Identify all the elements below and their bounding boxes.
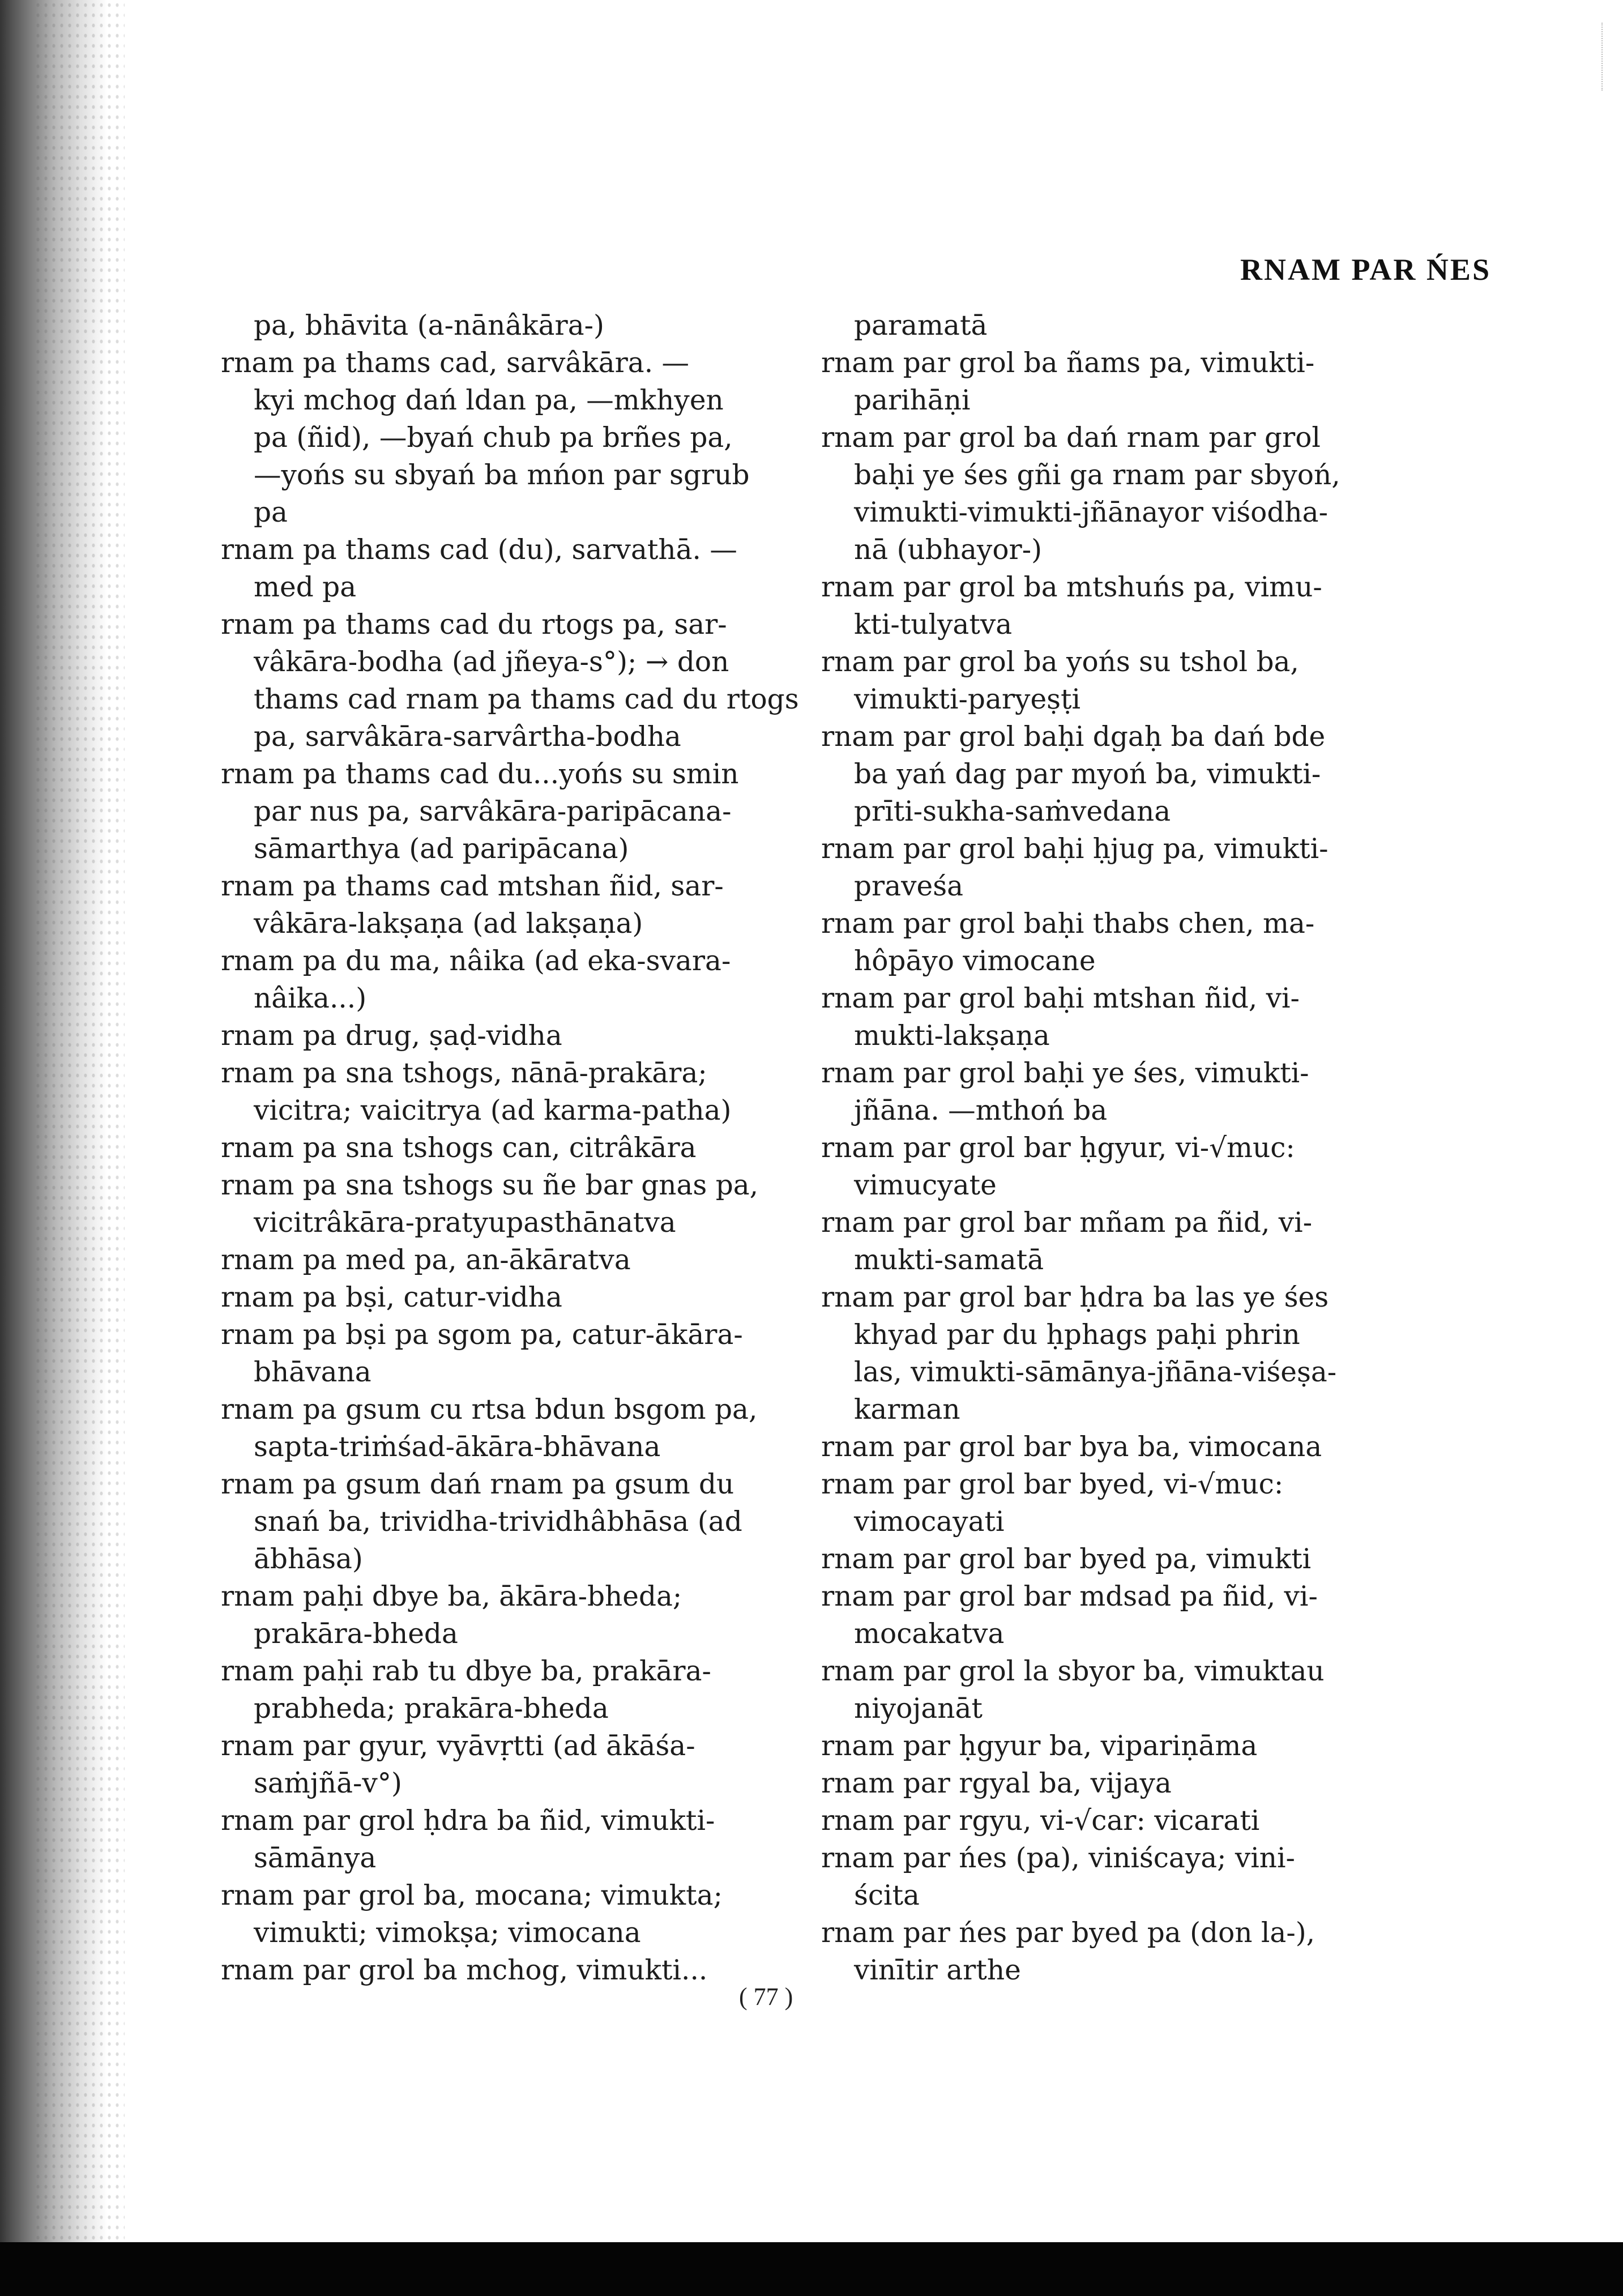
dictionary-entry	[221, 307, 764, 344]
entry-continuation: par nus pa, sarvâkāra-paripācana-	[254, 796, 732, 827]
entry-continuation: vimucyate	[854, 1170, 997, 1201]
dictionary-entry	[221, 942, 764, 1017]
entry-headline: rnam par grol ba ñams pa, vimukti-	[821, 347, 1315, 379]
entry-continuation: pa (ñid), —byań chub pa brñes pa,	[254, 422, 733, 454]
entry-headline: rnam par grol baḥi thabs chen, ma-	[821, 908, 1315, 940]
dictionary-entry	[821, 718, 1387, 830]
entry-headline: pa, bhāvita (a-nānâkāra-)	[254, 310, 604, 342]
dictionary-entry	[821, 1653, 1387, 1727]
binding-texture	[34, 0, 125, 2296]
entry-headline: rnam pa thams cad, sarvâkāra. —	[221, 347, 690, 379]
entry-continuation: khyad par du ḥphags paḥi phrin	[854, 1319, 1300, 1351]
dictionary-entry	[221, 1578, 764, 1653]
entry-continuation: vicitra; vaicitrya (ad karma-patha)	[254, 1095, 732, 1126]
dictionary-entry	[821, 1129, 1387, 1204]
entry-headline: rnam par ńes par byed pa (don la-),	[821, 1917, 1316, 1949]
entry-headline: rnam par grol baḥi mtshan ñid, vi-	[821, 983, 1300, 1014]
entry-continuation: med pa	[254, 571, 357, 603]
entry-continuation: ba yań dag par myoń ba, vimukti-	[854, 758, 1321, 790]
dictionary-entry	[221, 1952, 764, 1989]
entry-headline: rnam pa sna tshogs su ñe bar gnas pa,	[221, 1170, 759, 1201]
entry-headline: rnam pa drug, ṣaḍ-vidha	[221, 1020, 562, 1052]
entry-continuation: parihāṇi	[854, 385, 971, 416]
dictionary-entry	[221, 344, 764, 531]
entry-continuation: bhāvana	[254, 1356, 371, 1388]
dictionary-entry	[821, 643, 1387, 718]
entry-headline: rnam pa gsum cu rtsa bdun bsgom pa,	[221, 1394, 758, 1426]
entry-continuation: nā (ubhayor-)	[854, 534, 1043, 566]
entry-headline: rnam par grol bar bya ba, vimocana	[821, 1431, 1322, 1463]
entry-headline: rnam par grol ba mchog, vimukti...	[221, 1954, 708, 1986]
entry-continuation: vimocayati	[854, 1506, 1005, 1538]
entry-continuation: saṁjñā-v°)	[254, 1768, 402, 1799]
entry-headline: rnam pa du ma, nâika (ad eka-svara-	[221, 945, 731, 977]
entry-headline: rnam par grol ba mtshuńs pa, vimu-	[821, 571, 1322, 603]
entry-headline: rnam par grol la sbyor ba, vimuktau	[821, 1655, 1325, 1687]
entry-headline: rnam pa thams cad mtshan ñid, sar-	[221, 870, 724, 902]
entry-continuation: prīti-sukha-saṁvedana	[854, 796, 1171, 827]
dictionary-entry	[221, 1466, 764, 1578]
entry-continuation: —yońs su sbyań ba mńon par sgrub	[254, 459, 750, 491]
left-column	[221, 307, 799, 1989]
entry-continuation: pa, sarvâkāra-sarvârtha-bodha	[254, 721, 681, 753]
dictionary-entry	[821, 905, 1387, 980]
entry-continuation: snań ba, trividha-trividhâbhāsa (ad	[254, 1506, 742, 1538]
dictionary-entry	[821, 1055, 1387, 1129]
dictionary-entry	[221, 1877, 764, 1952]
entry-continuation: sāmarthya (ad paripācana)	[254, 833, 629, 865]
dictionary-entry	[821, 1765, 1387, 1802]
dictionary-entry	[221, 868, 764, 942]
entry-headline: rnam pa med pa, an-ākāratva	[221, 1244, 631, 1276]
dictionary-entry	[821, 1540, 1387, 1578]
entry-continuation: vâkāra-lakṣaṇa (ad lakṣaṇa)	[254, 908, 643, 940]
entry-continuation: vimukti; vimokṣa; vimocana	[254, 1917, 641, 1949]
dictionary-entry	[821, 344, 1387, 419]
dictionary-entry	[821, 1466, 1387, 1540]
entry-headline: rnam par gyur, vyāvṛtti (ad ākāśa-	[221, 1730, 695, 1762]
entry-headline: rnam pa gsum dań rnam pa gsum du	[221, 1469, 734, 1500]
right-column	[821, 307, 1387, 1989]
entry-headline: rnam par grol ba dań rnam par grol	[821, 422, 1321, 454]
entry-continuation: vicitrâkāra-pratyupasthānatva	[254, 1207, 676, 1239]
dictionary-entry	[221, 1167, 764, 1241]
page-number: ( 77 )	[739, 1983, 793, 2011]
entry-continuation: ābhāsa)	[254, 1543, 363, 1575]
entry-headline: rnam pa thams cad du...yońs su smin	[221, 758, 739, 790]
entry-headline: rnam pa thams cad (du), sarvathā. —	[221, 534, 737, 566]
entry-continuation: pa	[254, 497, 288, 528]
dictionary-entry	[221, 1653, 764, 1727]
entry-continuation: kyi mchog dań ldan pa, —mkhyen	[254, 385, 724, 416]
entry-continuation: las, vimukti-sāmānya-jñāna-viśeṣa-	[854, 1356, 1337, 1388]
dictionary-entry	[821, 830, 1387, 905]
dictionary-entry	[221, 1316, 764, 1391]
entry-continuation: vinītir arthe	[854, 1954, 1021, 1986]
entry-continuation: ścita	[854, 1880, 920, 1911]
entry-headline: rnam par grol baḥi ye śes, vimukti-	[821, 1057, 1309, 1089]
dictionary-entry	[221, 1129, 764, 1167]
dictionary-entry	[221, 1017, 764, 1055]
entry-headline: rnam par ḥgyur ba, vipariṇāma	[821, 1730, 1258, 1762]
dictionary-entry	[821, 1204, 1387, 1279]
dictionary-entry	[821, 569, 1387, 643]
dictionary-entry	[821, 1428, 1387, 1466]
entry-continuation: praveśa	[854, 870, 964, 902]
entry-headline: rnam par rgyu, vi-√car: vicarati	[821, 1805, 1260, 1837]
dictionary-entry	[821, 307, 1387, 344]
entry-continuation: mukti-samatā	[854, 1244, 1044, 1276]
dictionary-entry	[821, 1914, 1387, 1989]
entry-headline: rnam par grol baḥi dgaḥ ba dań bde	[821, 721, 1326, 753]
entry-continuation: mukti-lakṣaṇa	[854, 1020, 1050, 1052]
entry-continuation: baḥi ye śes gñi ga rnam par sbyoń,	[854, 459, 1340, 491]
entry-continuation: niyojanāt	[854, 1693, 983, 1725]
dictionary-entry	[221, 606, 799, 756]
entry-continuation: vâkāra-bodha (ad jñeya-s°); → don	[254, 646, 729, 678]
entry-headline: rnam pa bṣi pa sgom pa, catur-ākāra-	[221, 1319, 743, 1351]
dictionary-entry	[821, 1279, 1387, 1428]
entry-headline: rnam par rgyal ba, vijaya	[821, 1768, 1172, 1799]
dictionary-entry	[221, 1279, 764, 1316]
entry-headline: paramatā	[854, 310, 988, 342]
entry-continuation: sapta-triṁśad-ākāra-bhāvana	[254, 1431, 661, 1463]
entry-headline: rnam pa sna tshogs, nānā-prakāra;	[221, 1057, 707, 1089]
entry-continuation: hôpāyo vimocane	[854, 945, 1096, 977]
dictionary-entry	[821, 419, 1387, 569]
entry-headline: rnam par grol bar mdsad pa ñid, vi-	[821, 1581, 1318, 1612]
running-head: RNAM PAR ŃES	[1240, 253, 1491, 287]
entry-headline: rnam par grol bar mñam pa ñid, vi-	[821, 1207, 1313, 1239]
entry-continuation: vimukti-paryeṣṭi	[854, 684, 1081, 715]
entry-continuation: kti-tulyatva	[854, 609, 1013, 641]
dictionary-entry	[221, 1727, 764, 1802]
dictionary-entry	[821, 1578, 1387, 1653]
entry-headline: rnam paḥi rab tu dbye ba, prakāra-	[221, 1655, 711, 1687]
entry-headline: rnam pa thams cad du rtogs pa, sar-	[221, 609, 727, 641]
dictionary-entry	[821, 1727, 1387, 1765]
entry-continuation: sāmānya	[254, 1842, 377, 1874]
entry-continuation: prakāra-bheda	[254, 1618, 458, 1650]
entry-headline: rnam pa bṣi, catur-vidha	[221, 1282, 562, 1313]
entry-continuation: nâika...)	[254, 983, 367, 1014]
entry-headline: rnam par grol baḥi ḥjug pa, vimukti-	[821, 833, 1329, 865]
scan-bottom-edge	[0, 2242, 1623, 2296]
dictionary-entry	[221, 1802, 764, 1877]
dictionary-entry	[221, 756, 764, 868]
entry-headline: rnam par ńes (pa), viniścaya; vini-	[821, 1842, 1295, 1874]
entry-continuation: prabheda; prakāra-bheda	[254, 1693, 609, 1725]
dictionary-entry	[221, 1391, 764, 1466]
entry-headline: rnam par grol bar byed pa, vimukti	[821, 1543, 1312, 1575]
entry-continuation: mocakatva	[854, 1618, 1005, 1650]
entry-headline: rnam par grol ḥdra ba ñid, vimukti-	[221, 1805, 715, 1837]
entry-headline: rnam par grol bar ḥgyur, vi-√muc:	[821, 1132, 1295, 1164]
entry-headline: rnam paḥi dbye ba, ākāra-bheda;	[221, 1581, 682, 1612]
entry-headline: rnam par grol ba yońs su tshol ba,	[821, 646, 1299, 678]
dictionary-entry	[221, 1241, 764, 1279]
dictionary-entry	[821, 1840, 1387, 1914]
dictionary-entry	[821, 980, 1387, 1055]
entry-headline: rnam par grol ba, mocana; vimukta;	[221, 1880, 723, 1911]
entry-continuation: vimukti-vimukti-jñānayor viśodha-	[854, 497, 1328, 528]
entry-headline: rnam par grol bar ḥdra ba las ye śes	[821, 1282, 1329, 1313]
entry-headline: rnam par grol bar byed, vi-√muc:	[821, 1469, 1284, 1500]
dictionary-entry	[221, 1055, 764, 1129]
dictionary-entry	[221, 531, 764, 606]
entry-continuation: thams cad rnam pa thams cad du rtogs	[254, 684, 799, 715]
entry-headline: rnam pa sna tshogs can, citrâkāra	[221, 1132, 697, 1164]
entry-continuation: karman	[854, 1394, 960, 1426]
edge-mark	[1601, 23, 1606, 91]
dictionary-entry	[821, 1802, 1387, 1840]
entry-continuation: jñāna. —mthoń ba	[854, 1095, 1108, 1126]
